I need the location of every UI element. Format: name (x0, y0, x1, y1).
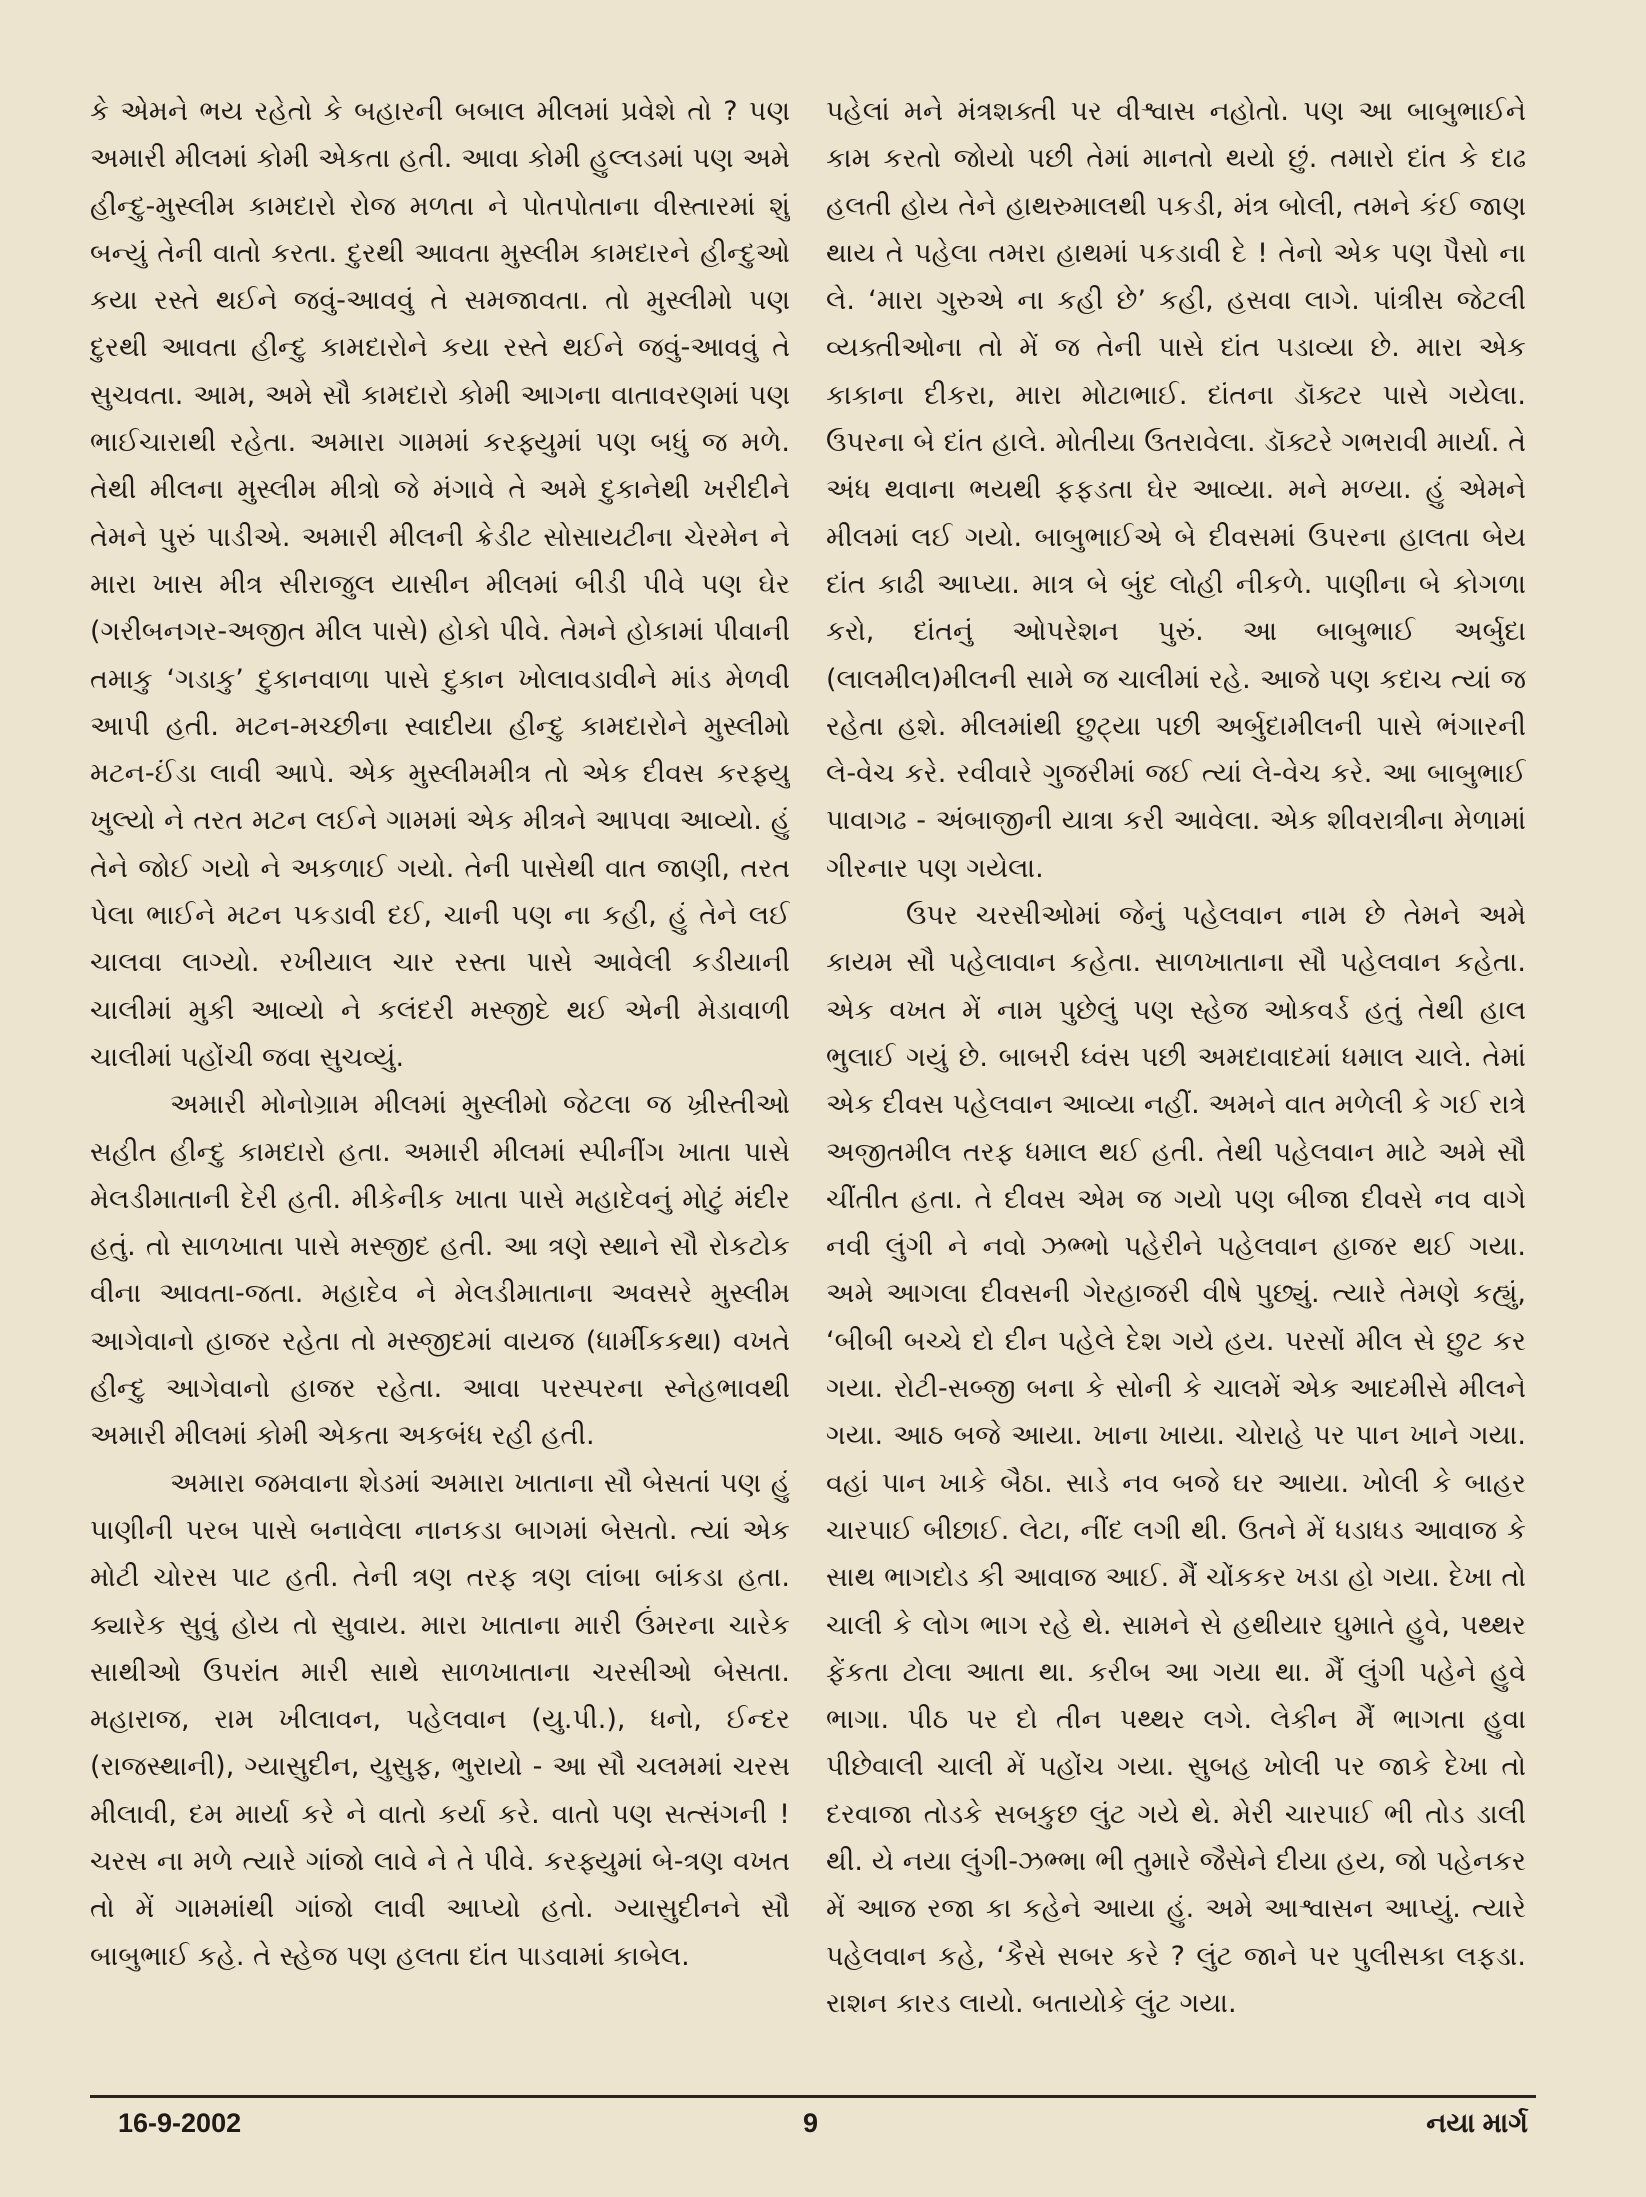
paragraph: અમારા જમવાના શેડમાં અમારા ખાતાના સૌ બેસતાં પણ હું પાણીની પરબ પાસે બનાવેલા નાનકડા બાગમાં બેસતો. ત્યાં એક મોટી ચોરસ પાટ હતી. તેની ત્રણ તરફ ત્રણ લાંબા બાંકડા હતા. ક્યારેક સુવું હોય તો સુવાય. મારા ખાતાના મારી ઉંમરના ચારેક સાથીઓ ઉપરાંત મારી સાથે સાળખાતાના ચરસીઓ બેસતા. મહારાજ, રામ ખીલાવન, પહેલવાન (યુ.પી.), ધનો, ઈન્દર (રાજસ્થાની), ગ્યાસુદીન, યુસુફ, ભુરાયો - આ સૌ ચલમમાં ચરસ મીલાવી, દમ માર્યા કરે ને વાતો કર્યા કરે. વાતો પણ સત્સંગની ! ચરસ ના મળે ત્યારે ગાંજો લાવે ને તે પીવે. કરફ્યુમાં બે-ત્રણ વખત તો મેં ગામમાંથી ગાંજો લાવી આપ્યો હતો. ગ્યાસુદીનને સૌ બાબુભાઈ કહે. તે સ્હેજ પણ હલતા દાંત પાડવામાં કાબેલ. (90, 1467, 790, 1972)
paragraph: ઉપર ચરસીઓમાં જેનું પહેલવાન નામ છે તેમને અમે કાયમ સૌ પહેલાવાન કહેતા. સાળખાતાના સૌ પહેલવાન કહેતા. એક વખત મેં નામ પુછેલું પણ સ્હેજ ઓકવર્ડ હતું તેથી હાલ ભુલાઈ ગયું છે. બાબરી ધ્વંસ પછી અમદાવાદમાં ધમાલ ચાલે. તેમાં એક દીવસ પહેલવાન આવ્યા નહીં. અમને વાત મળેલી કે ગઈ રાત્રે અજીતમીલ તરફ ધમાલ થઈ હતી. તેથી પહેલવાન માટે અમે સૌ ચીંતીત હતા. તે દીવસ એમ જ ગયો પણ બીજા દીવસે નવ વાગે નવી લુંગી ને નવો ઝભ્ભો પહેરીને પહેલવાન હાજર થઈ ગયા. અમે આગલા દીવસની ગેરહાજરી વીષે પુછ્યું. ત્યારે તેમણે કહ્યું, ‘બીબી બચ્ચે દો દીન પહેલે દેશ ગયે હય. પરસોં મીલ સે છુટ કર ગયા. રોટી-સબ્જી બના કે સોની કે ચાલમેં એક આદમીસે મીલને ગયા. આઠ બજે આયા. ખાના ખાયા. ચોરાહે પર પાન ખાને ગયા. વહાં પાન ખાકે બૈઠા. સાડે નવ બજે ઘર આયા. ખોલી કે બાહર ચારપાઈ બીછાઈ. લેટા, નીંદ લગી થી. ઉતને મેં ધડાધડ આવાજ કે સાથ ભાગદોડ કી આવાજ આઈ. મૈં ચોંકકર ખડા હો ગયા. દેખા તો ચાલી કે લોગ ભાગ રહે થે. સામને સે હથીયાર ઘુમાતે હુવે, પથ્થર ફેંકતા ટોલા આતા થા. કરીબ આ ગયા થા. મૈં લુંગી પહેને હુવે ભાગા. પીઠ પર દો તીન પથ્થર લગે. લેકીન મૈં ભાગતા હુવા પીછેવાલી ચાલી મેં પહોંચ ગયા. સુબહ ખોલી પર જાકે દેખા તો દરવાજા તોડકે સબકુછ લુંટ ગયે થે. મેરી ચારપાઈ ભી તોડ ડાલી થી. યે નયા લુંગી-ઝભ્ભા ભી તુમારે જૈસેને દીયા હય, જો પહેનકર મેં આજ રજા કા કહેને આયા હું. અમે આશ્વાસન આપ્યું. ત્યારે પહેલવાન કહે, ‘કૈસે સબર કરે ? લુંટ જાને પર પુલીસકા લફડા. રાશન કારડ લાયો. બતાયોકે લુંટ ગયા. (826, 900, 1526, 2019)
magazine-name: નયા માર્ગ (1426, 2108, 1528, 2138)
footer-divider (90, 2095, 1536, 2098)
paragraph: પહેલાં મને મંત્રશક્તી પર વીશ્વાસ નહોતો. પણ આ બાબુભાઈને કામ કરતો જોયો પછી તેમાં માનતો થયો છું. તમારો દાંત કે દાઢ હલતી હોય તેને હાથરુમાલથી પકડી, મંત્ર બોલી, તમને કંઈ જાણ થાય તે પહેલા તમરા હાથમાં પકડાવી દે ! તેનો એક પણ પૈસો ના લે. ‘મારા ગુરુએ ના કહી છે’ કહી, હસવા લાગે. પાંત્રીસ જેટલી વ્યક્તીઓના તો મેં જ તેની પાસે દાંત પડાવ્યા છે. મારા એક કાકાના દીકરા, મારા મોટાભાઈ. દાંતના ડૉક્ટર પાસે ગયેલા. ઉપરના બે દાંત હાલે. મોતીયા ઉતરાવેલા. ડૉક્ટરે ગભરાવી માર્યા. તે અંધ થવાના ભયથી ફફડતા ઘેર આવ્યા. મને મળ્યા. હું એમને મીલમાં લઈ ગયો. બાબુભાઈએ બે દીવસમાં ઉપરના હાલતા બેય દાંત કાઢી આપ્યા. માત્ર બે બુંદ લોહી નીકળે. પાણીના બે કોગળા કરો, દાંતનું ઓપરેશન પુરું. આ બાબુભાઈ અર્બુદા (લાલમીલ)મીલની સામે જ ચાલીમાં રહે. આજે પણ કદાચ ત્યાં જ રહેતા હશે. મીલમાંથી છુટ્યા પછી અર્બુદામીલની પાસે ભંગારની લે-વેચ કરે. રવીવારે ગુજરીમાં જઈ ત્યાં લે-વેચ કરે. આ બાબુભાઈ પાવાગઢ - અંબાજીની યાત્રા કરી આવેલા. એક શીવરાત્રીના મેળામાં ગીરનાર પણ ગયેલા. (826, 96, 1526, 884)
right-column (826, 88, 1526, 2088)
left-column (90, 88, 790, 2088)
paragraph: અમારી મોનોગ્રામ મીલમાં મુસ્લીમો જેટલા જ ખ્રીસ્તીઓ સહીત હીન્દુ કામદારો હતા. અમારી મીલમાં સ્પીનીંગ ખાતા પાસે મેલડીમાતાની દેરી હતી. મીકેનીક ખાતા પાસે મહાદેવનું મોટું મંદીર હતું. તો સાળખાતા પાસે મસ્જીદ હતી. આ ત્રણે સ્થાને સૌ રોકટોક વીના આવતા-જતા. મહાદેવ ને મેલડીમાતાના અવસરે મુસ્લીમ આગેવાનો હાજર રહેતા તો મસ્જીદમાં વાયજ (ધાર્મીકકથા) વખતે હીન્દુ આગેવાનો હાજર રહેતા. આવા પરસ્પરના સ્નેહભાવથી અમારી મીલમાં કોમી એકતા અકબંધ રહી હતી. (90, 1089, 790, 1452)
paragraph: કે એમને ભય રહેતો કે બહારની બબાલ મીલમાં પ્રવેશે તો ? પણ અમારી મીલમાં કોમી એકતા હતી. આવા કોમી હુલ્લડમાં પણ અમે હીન્દુ-મુસ્લીમ કામદારો રોજ મળતા ને પોતપોતાના વીસ્તારમાં શું બન્યું તેની વાતો કરતા. દુરથી આવતા મુસ્લીમ કામદારને હીન્દુઓ કયા રસ્તે થઈને જવું-આવવું તે સમજાવતા. તો મુસ્લીમો પણ દુરથી આવતા હીન્દુ કામદારોને કયા રસ્તે થઈને જવું-આવવું તે સુચવતા. આમ, અમે સૌ કામદારો કોમી આગના વાતાવરણમાં પણ ભાઈચારાથી રહેતા. અમારા ગામમાં કરફ્યુમાં પણ બધું જ મળે. તેથી મીલના મુસ્લીમ મીત્રો જે મંગાવે તે અમે દુકાનેથી ખરીદીને તેમને પુરું પાડીએ. અમારી મીલની ક્રેડીટ સોસાયટીના ચેરમેન ને મારા ખાસ મીત્ર સીરાજુલ યાસીન મીલમાં બીડી પીવે પણ ઘેર (ગરીબનગર-અજીત મીલ પાસે) હોકો પીવે. તેમને હોકામાં પીવાની તમાકુ ‘ગડાકુ’ દુકાનવાળા પાસે દુકાન ખોલાવડાવીને માંડ મેળવી આપી હતી. મટન-મચ્છીના સ્વાદીયા હીન્દુ કામદારોને મુસ્લીમો મટન-ઈંડા લાવી આપે. એક મુસ્લીમમીત્ર તો એક દીવસ કરફ્યુ ખુલ્યો ને તરત મટન લઈને ગામમાં એક મીત્રને આપવા આવ્યો. હું તેને જોઈ ગયો ને અકળાઈ ગયો. તેની પાસેથી વાત જાણી, તરત પેલા ભાઈને મટન પકડાવી દઈ, ચાની પણ ના કહી, હું તેને લઈ ચાલવા લાગ્યો. રખીયાલ ચાર રસ્તા પાસે આવેલી કડીયાની ચાલીમાં મુકી આવ્યો ને કલંદરી મસ્જીદે થઈ એની મેડાવાળી ચાલીમાં પહોંચી જવા સુચવ્યું. (90, 96, 790, 1073)
page-number: 9 (803, 2108, 819, 2138)
footer-date: 16-9-2002 (118, 2108, 242, 2138)
